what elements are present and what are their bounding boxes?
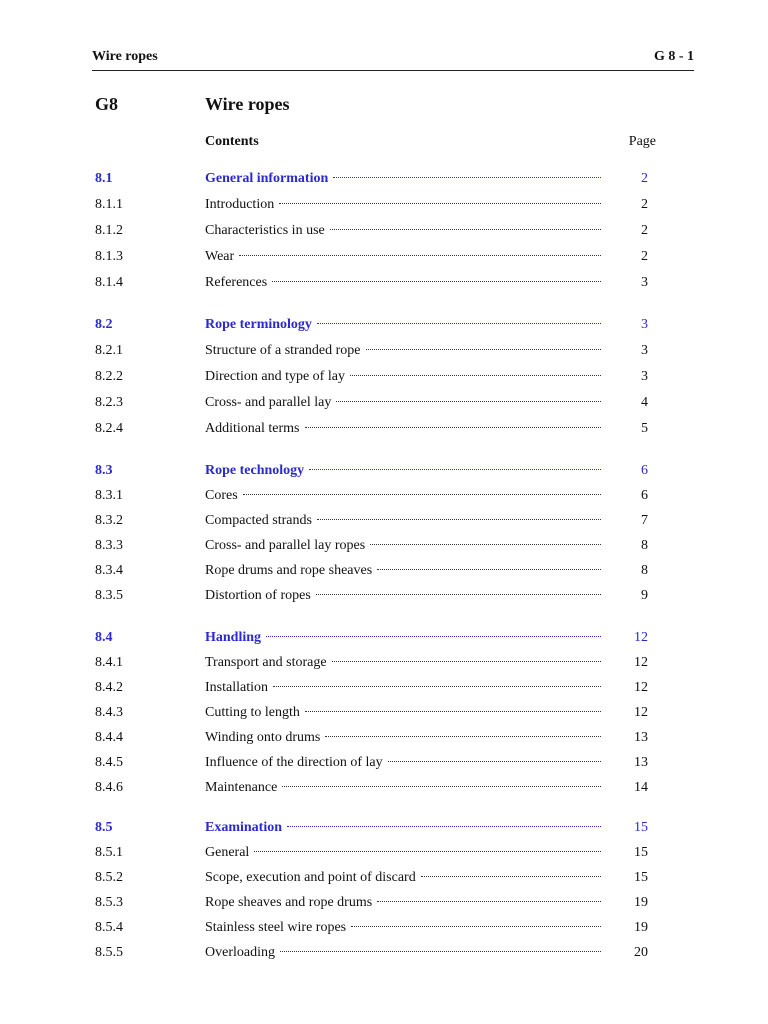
running-title: Wire ropes	[92, 49, 158, 64]
toc-section-entry[interactable]	[0, 171, 768, 191]
toc-number: 8.1	[95, 171, 113, 186]
toc-entry	[0, 845, 768, 865]
contents-heading: Contents	[205, 134, 259, 149]
toc-title-wrap	[205, 249, 601, 265]
dot-leader	[254, 851, 601, 852]
dot-leader	[287, 826, 601, 827]
toc-entry	[0, 197, 768, 217]
toc-title: References	[205, 275, 268, 290]
toc-title-wrap	[205, 317, 601, 333]
toc-title: Direction and type of lay	[205, 369, 345, 384]
toc-page-number: 5	[641, 421, 648, 436]
toc-page-number: 13	[634, 755, 648, 770]
toc-title: General	[205, 845, 250, 860]
toc-title: Distortion of ropes	[205, 588, 311, 603]
toc-title-wrap	[205, 463, 601, 479]
toc-title: Additional terms	[205, 421, 300, 436]
toc-page-number: 2	[641, 249, 648, 264]
toc-number: 8.4.3	[95, 705, 123, 720]
toc-title-wrap	[205, 780, 601, 796]
dot-leader	[282, 786, 601, 787]
toc-title: Cutting to length	[205, 705, 300, 720]
toc-number: 8.5.5	[95, 945, 123, 960]
toc-page-number: 6	[641, 463, 648, 478]
toc-number: 8.5.1	[95, 845, 123, 860]
toc-number: 8.3.4	[95, 563, 123, 578]
toc-number: 8.2.3	[95, 395, 123, 410]
dot-leader	[336, 401, 601, 402]
dot-leader	[305, 711, 601, 712]
toc-title: Influence of the direction of lay	[205, 755, 383, 770]
toc-title-wrap	[205, 395, 601, 411]
toc-page-number: 6	[641, 488, 648, 503]
toc-page-number: 7	[641, 513, 648, 528]
toc-title-wrap	[205, 895, 601, 911]
toc-page-number: 3	[641, 369, 648, 384]
toc-entry	[0, 755, 768, 775]
toc-page-number: 13	[634, 730, 648, 745]
toc-page-number: 8	[641, 563, 648, 578]
toc-title-wrap	[205, 680, 601, 696]
dot-leader	[325, 736, 601, 737]
toc-number: 8.5.4	[95, 920, 123, 935]
toc-title-wrap	[205, 655, 601, 671]
dot-leader	[266, 636, 601, 637]
page-header	[92, 46, 694, 71]
dot-leader	[317, 519, 601, 520]
toc-number: 8.1.1	[95, 197, 123, 212]
toc-title: Wear	[205, 249, 235, 264]
toc-title-wrap	[205, 920, 601, 936]
toc-title: Introduction	[205, 197, 275, 212]
toc-entry	[0, 395, 768, 415]
toc-title-wrap	[205, 845, 601, 861]
dot-leader	[330, 229, 601, 230]
dot-leader	[370, 544, 601, 545]
dot-leader	[272, 281, 601, 282]
toc-number: 8.3.3	[95, 538, 123, 553]
toc-page-number: 15	[634, 845, 648, 860]
toc-page-number: 14	[634, 780, 648, 795]
toc-entry	[0, 223, 768, 243]
toc-number: 8.2	[95, 317, 113, 332]
toc-title-wrap	[205, 563, 601, 579]
toc-entry	[0, 275, 768, 295]
toc-page-number: 9	[641, 588, 648, 603]
dot-leader	[333, 177, 601, 178]
toc-page-number: 2	[641, 171, 648, 186]
page-number: G 8 - 1	[653, 49, 694, 64]
toc-entry	[0, 680, 768, 700]
toc-title-wrap	[205, 730, 601, 746]
toc-number: 8.2.2	[95, 369, 123, 384]
toc-title: Handling	[205, 630, 262, 645]
toc-number: 8.4.6	[95, 780, 123, 795]
toc-number: 8.2.4	[95, 421, 123, 436]
toc-number: 8.4.4	[95, 730, 123, 745]
toc-page-number: 8	[641, 538, 648, 553]
dot-leader	[388, 761, 601, 762]
toc-section-entry[interactable]	[0, 463, 768, 483]
toc-title-wrap	[205, 369, 601, 385]
toc-number: 8.1.4	[95, 275, 123, 290]
dot-leader	[317, 323, 601, 324]
toc-entry	[0, 538, 768, 558]
toc-number: 8.3.1	[95, 488, 123, 503]
dot-leader	[351, 926, 601, 927]
toc-title-wrap	[205, 705, 601, 721]
toc-number: 8.4	[95, 630, 113, 645]
dot-leader	[243, 494, 601, 495]
toc-title: Structure of a stranded rope	[205, 343, 361, 358]
toc-entry	[0, 895, 768, 915]
dot-leader	[316, 594, 601, 595]
toc-title-wrap	[205, 755, 601, 771]
toc-number: 8.2.1	[95, 343, 123, 358]
toc-title-wrap	[205, 197, 601, 213]
toc-number: 8.1.2	[95, 223, 123, 238]
toc-title: Cross- and parallel lay ropes	[205, 538, 366, 553]
toc-title: Compacted strands	[205, 513, 312, 528]
toc-section-entry[interactable]	[0, 317, 768, 337]
toc-title: Rope sheaves and rope drums	[205, 895, 373, 910]
toc-number: 8.5.3	[95, 895, 123, 910]
toc-title: Rope technology	[205, 463, 305, 478]
toc-title: Overloading	[205, 945, 275, 960]
toc-title-wrap	[205, 870, 601, 886]
toc-number: 8.3.5	[95, 588, 123, 603]
chapter-title: Wire ropes	[205, 94, 290, 114]
toc-title-wrap	[205, 945, 601, 961]
dot-leader	[305, 427, 602, 428]
toc-page-number: 3	[641, 343, 648, 358]
toc-title-wrap	[205, 421, 601, 437]
toc-title: Maintenance	[205, 780, 278, 795]
dot-leader	[239, 255, 601, 256]
toc-page-number: 3	[641, 275, 648, 290]
toc-entry	[0, 730, 768, 750]
toc-title: Cross- and parallel lay	[205, 395, 332, 410]
toc-page-number: 19	[634, 895, 648, 910]
toc-number: 8.4.2	[95, 680, 123, 695]
toc-title-wrap	[205, 820, 601, 836]
toc-page-number: 2	[641, 223, 648, 238]
toc-page-number: 2	[641, 197, 648, 212]
chapter-number: G8	[95, 94, 119, 114]
toc-title-wrap	[205, 588, 601, 604]
toc-page-number: 3	[641, 317, 648, 332]
toc-entry	[0, 249, 768, 269]
toc-page-number: 12	[634, 705, 648, 720]
toc-number: 8.4.1	[95, 655, 123, 670]
dot-leader	[421, 876, 601, 877]
toc-page-number: 12	[634, 655, 648, 670]
toc-page-number: 15	[634, 870, 648, 885]
dot-leader	[309, 469, 601, 470]
toc-entry	[0, 945, 768, 965]
dot-leader	[273, 686, 601, 687]
toc-title-wrap	[205, 488, 601, 504]
toc-title-wrap	[205, 275, 601, 291]
toc-entry	[0, 563, 768, 583]
toc-title-wrap	[205, 171, 601, 187]
toc-entry	[0, 655, 768, 675]
toc-entry	[0, 513, 768, 533]
toc-page-number: 4	[641, 395, 648, 410]
toc-title: Installation	[205, 680, 268, 695]
toc-page-number: 15	[634, 820, 648, 835]
toc-title: Transport and storage	[205, 655, 327, 670]
toc-number: 8.3	[95, 463, 113, 478]
toc-entry	[0, 705, 768, 725]
toc-title: Cores	[205, 488, 238, 503]
toc-title: Characteristics in use	[205, 223, 325, 238]
toc-number: 8.5	[95, 820, 113, 835]
dot-leader	[279, 203, 601, 204]
toc-title-wrap	[205, 513, 601, 529]
toc-entry	[0, 780, 768, 800]
dot-leader	[280, 951, 601, 952]
toc-title: Scope, execution and point of discard	[205, 870, 416, 885]
toc-entry	[0, 588, 768, 608]
toc-section-entry[interactable]	[0, 630, 768, 650]
toc-number: 8.5.2	[95, 870, 123, 885]
toc-title: Rope terminology	[205, 317, 312, 332]
toc-page-number: 20	[634, 945, 648, 960]
toc-title: General information	[205, 171, 329, 186]
toc-title-wrap	[205, 630, 601, 646]
toc-entry	[0, 421, 768, 441]
toc-number: 8.3.2	[95, 513, 123, 528]
toc-entry	[0, 343, 768, 363]
dot-leader	[332, 661, 601, 662]
toc-page-number: 12	[634, 630, 648, 645]
toc-page-number: 19	[634, 920, 648, 935]
toc-title: Stainless steel wire ropes	[205, 920, 347, 935]
dot-leader	[350, 375, 601, 376]
toc-number: 8.1.3	[95, 249, 123, 264]
toc-section-entry[interactable]	[0, 820, 768, 840]
page-column-heading: Page	[628, 134, 656, 149]
toc-entry	[0, 488, 768, 508]
toc-entry	[0, 870, 768, 890]
dot-leader	[377, 901, 601, 902]
toc-title: Examination	[205, 820, 283, 835]
toc-number: 8.4.5	[95, 755, 123, 770]
toc-page-number: 12	[634, 680, 648, 695]
dot-leader	[377, 569, 601, 570]
dot-leader	[366, 349, 602, 350]
toc-title-wrap	[205, 538, 601, 554]
toc-title-wrap	[205, 343, 601, 359]
toc-title: Winding onto drums	[205, 730, 321, 745]
toc-title-wrap	[205, 223, 601, 239]
toc-title: Rope drums and rope sheaves	[205, 563, 373, 578]
toc-entry	[0, 369, 768, 389]
toc-entry	[0, 920, 768, 940]
